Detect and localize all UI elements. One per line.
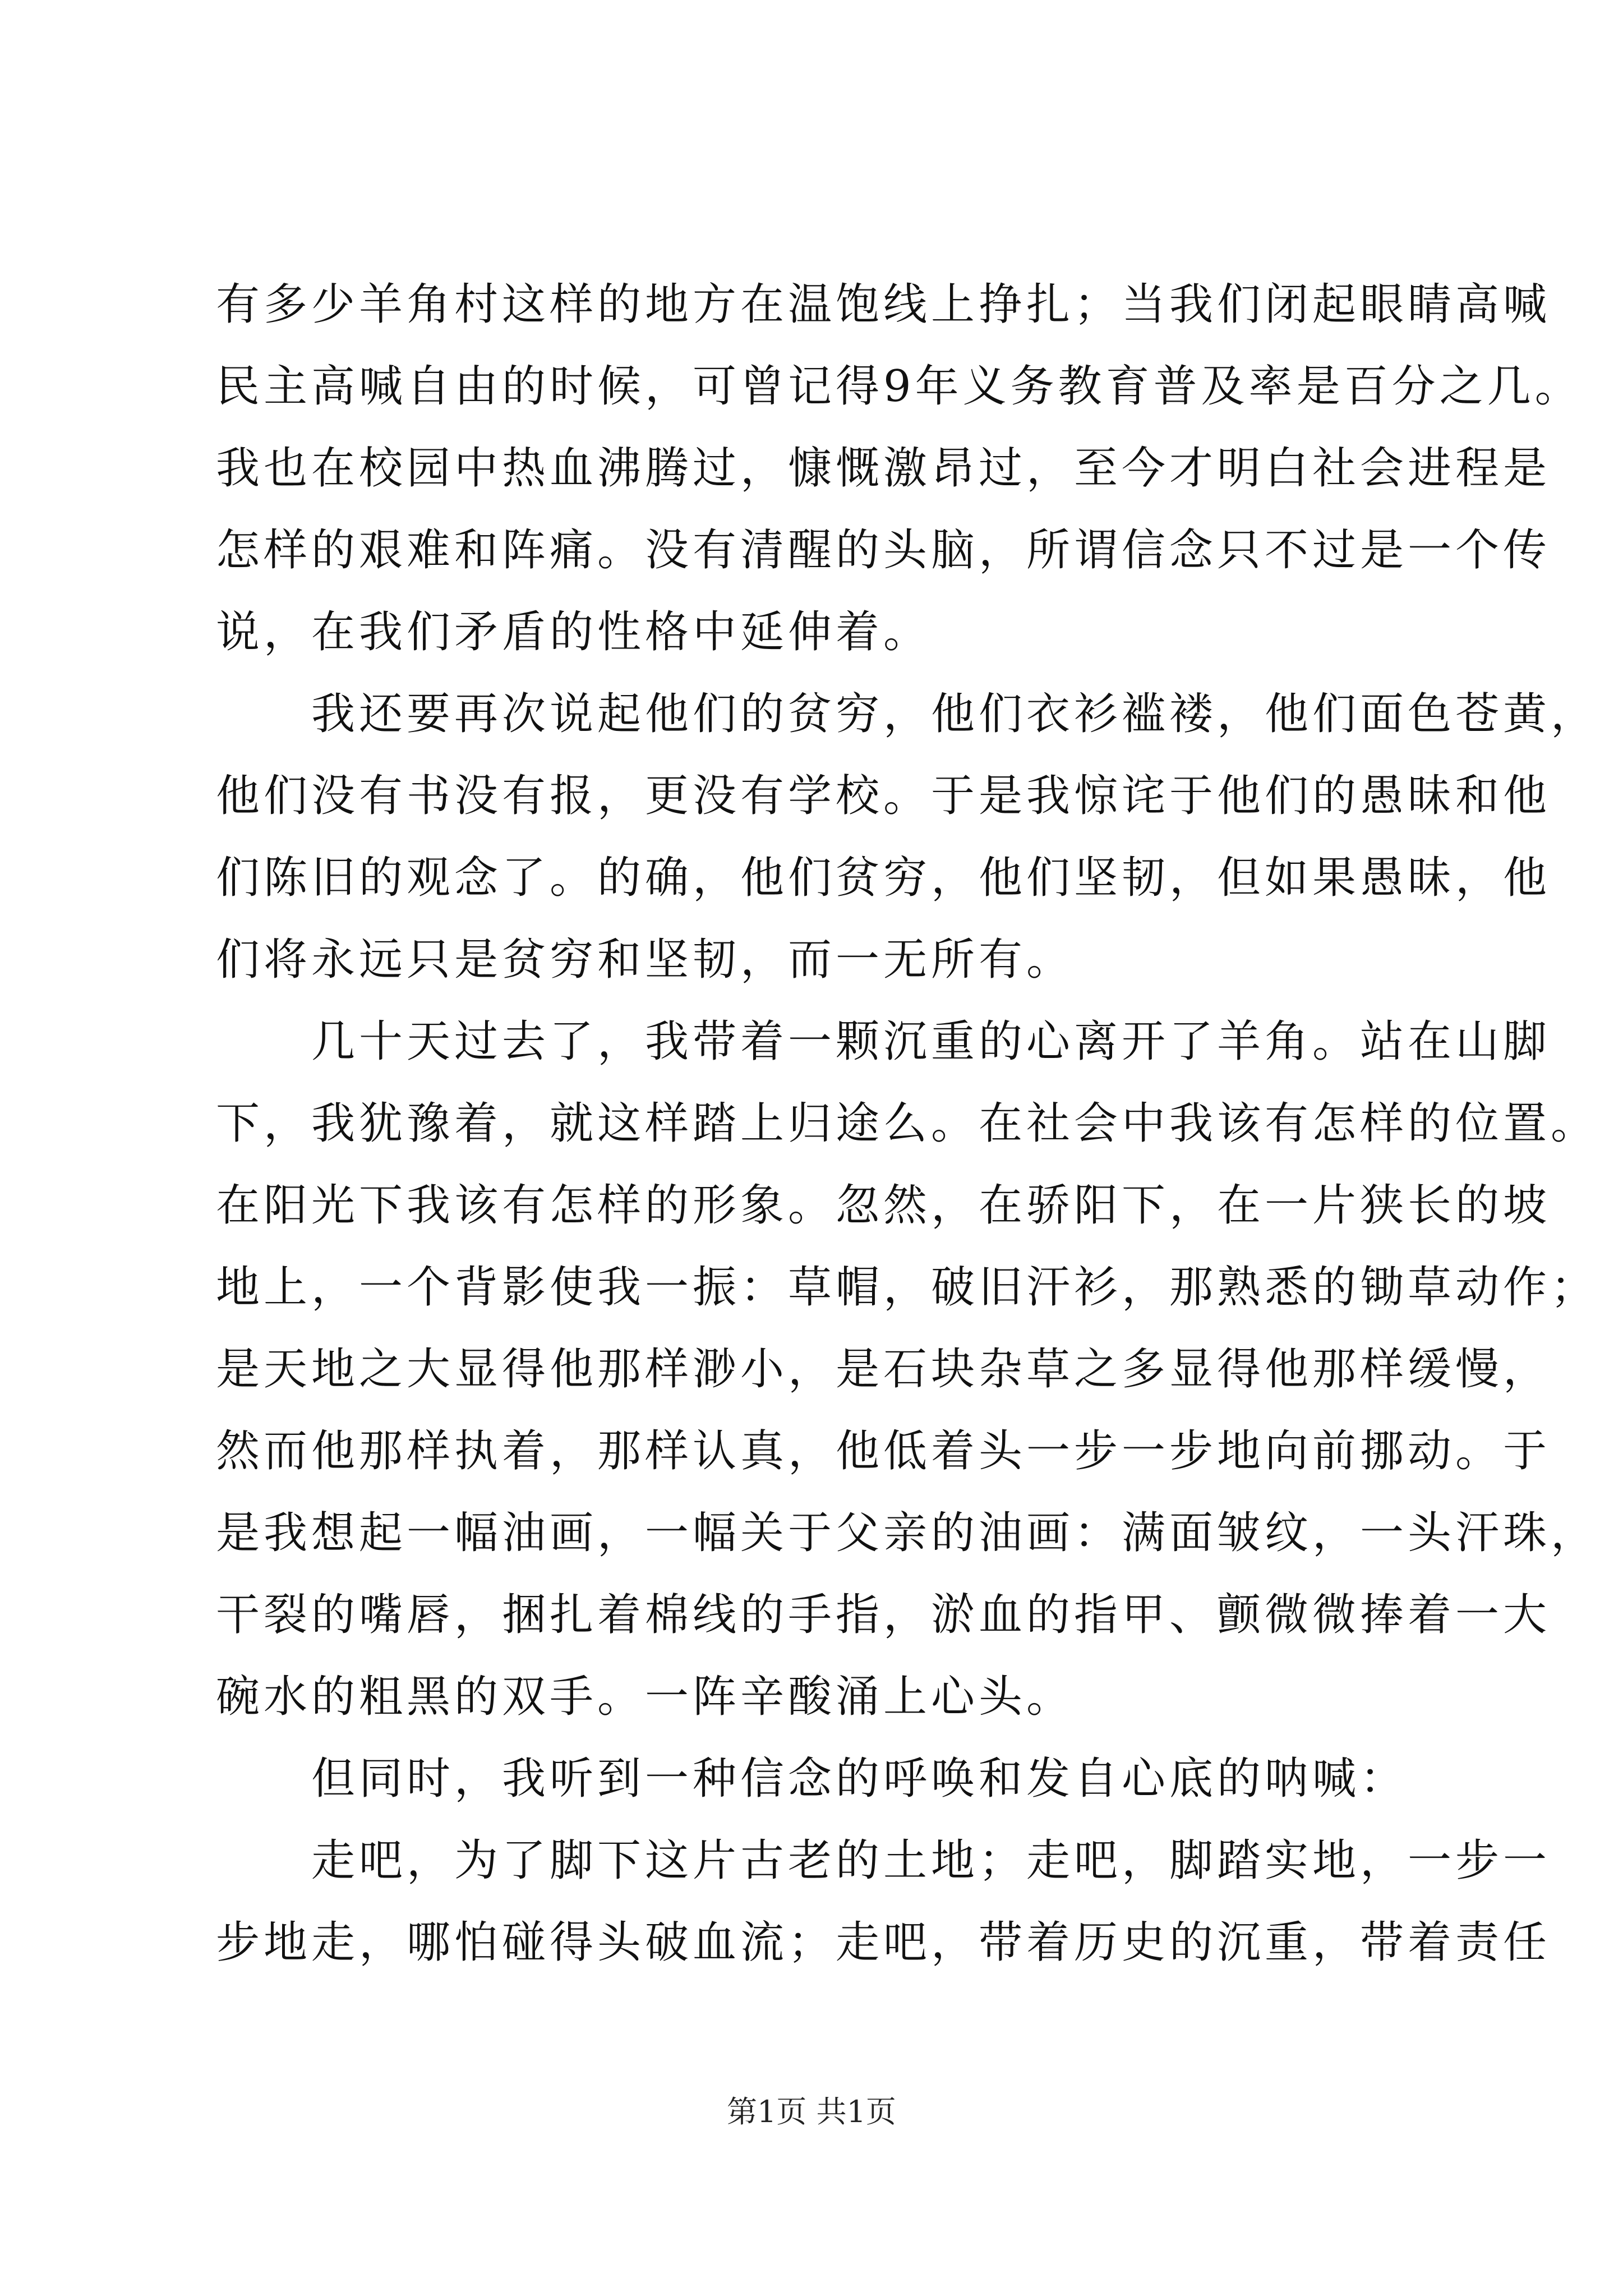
text-line: 地上，一个背影使我一振：草帽，破旧汗衫，那熟悉的锄草动作； — [216, 1262, 1599, 1313]
text-line: 民主高喊自由的时候，可曾记得9年义务教育普及率是百分之几。 — [216, 361, 1583, 412]
text-line: 们将永远只是贫穷和坚韧，而一无所有。 — [216, 935, 1075, 985]
text-line: 们陈旧的观念了。的确，他们贫穷，他们坚韧，但如果愚昧，他 — [216, 853, 1551, 903]
text-line: 他们没有书没有报，更没有学校。于是我惊诧于他们的愚昧和他 — [216, 771, 1551, 821]
page-footer: 第1页 共1页 — [727, 2094, 896, 2129]
text-line: 然而他那样执着，那样认真，他低着头一步一步地向前挪动。于 — [216, 1426, 1551, 1476]
text-line: 走吧，为了脚下这片古老的土地；走吧，脚踏实地，一步一 — [216, 1835, 1551, 1886]
text-line: 说，在我们矛盾的性格中延伸着。 — [216, 607, 932, 657]
text-line: 下，我犹豫着，就这样踏上归途么。在社会中我该有怎样的位置。 — [216, 1098, 1599, 1149]
text-line: 但同时，我听到一种信念的呼唤和发自心底的呐喊： — [216, 1754, 1408, 1804]
text-line: 我还要再次说起他们的贫穷，他们衣衫褴褛，他们面色苍黄， — [216, 689, 1599, 739]
text-line: 步地走，哪怕碰得头破血流；走吧，带着历史的沉重，带着责任 — [216, 1917, 1551, 1968]
text-line: 在阳光下我该有怎样的形象。忽然，在骄阳下，在一片狭长的坡 — [216, 1180, 1551, 1231]
text-line: 碗水的粗黑的双手。一阵辛酸涌上心头。 — [216, 1672, 1075, 1722]
body-text — [216, 264, 1599, 1984]
text-line: 怎样的艰难和阵痛。没有清醒的头脑，所谓信念只不过是一个传 — [216, 525, 1551, 576]
text-line: 干裂的嘴唇，捆扎着棉线的手指，淤血的指甲、颤微微捧着一大 — [216, 1590, 1551, 1640]
text-line: 几十天过去了，我带着一颗沉重的心离开了羊角。站在山脚 — [216, 1016, 1551, 1067]
text-line: 是我想起一幅油画，一幅关于父亲的油画：满面皱纹，一头汗珠， — [216, 1508, 1599, 1558]
text-line: 我也在校园中热血沸腾过，慷慨激昂过，至今才明白社会进程是 — [216, 443, 1551, 494]
text-line: 有多少羊角村这样的地方在温饱线上挣扎；当我们闭起眼睛高喊 — [216, 279, 1551, 330]
text-line: 是天地之大显得他那样渺小，是石块杂草之多显得他那样缓慢， — [216, 1344, 1551, 1395]
